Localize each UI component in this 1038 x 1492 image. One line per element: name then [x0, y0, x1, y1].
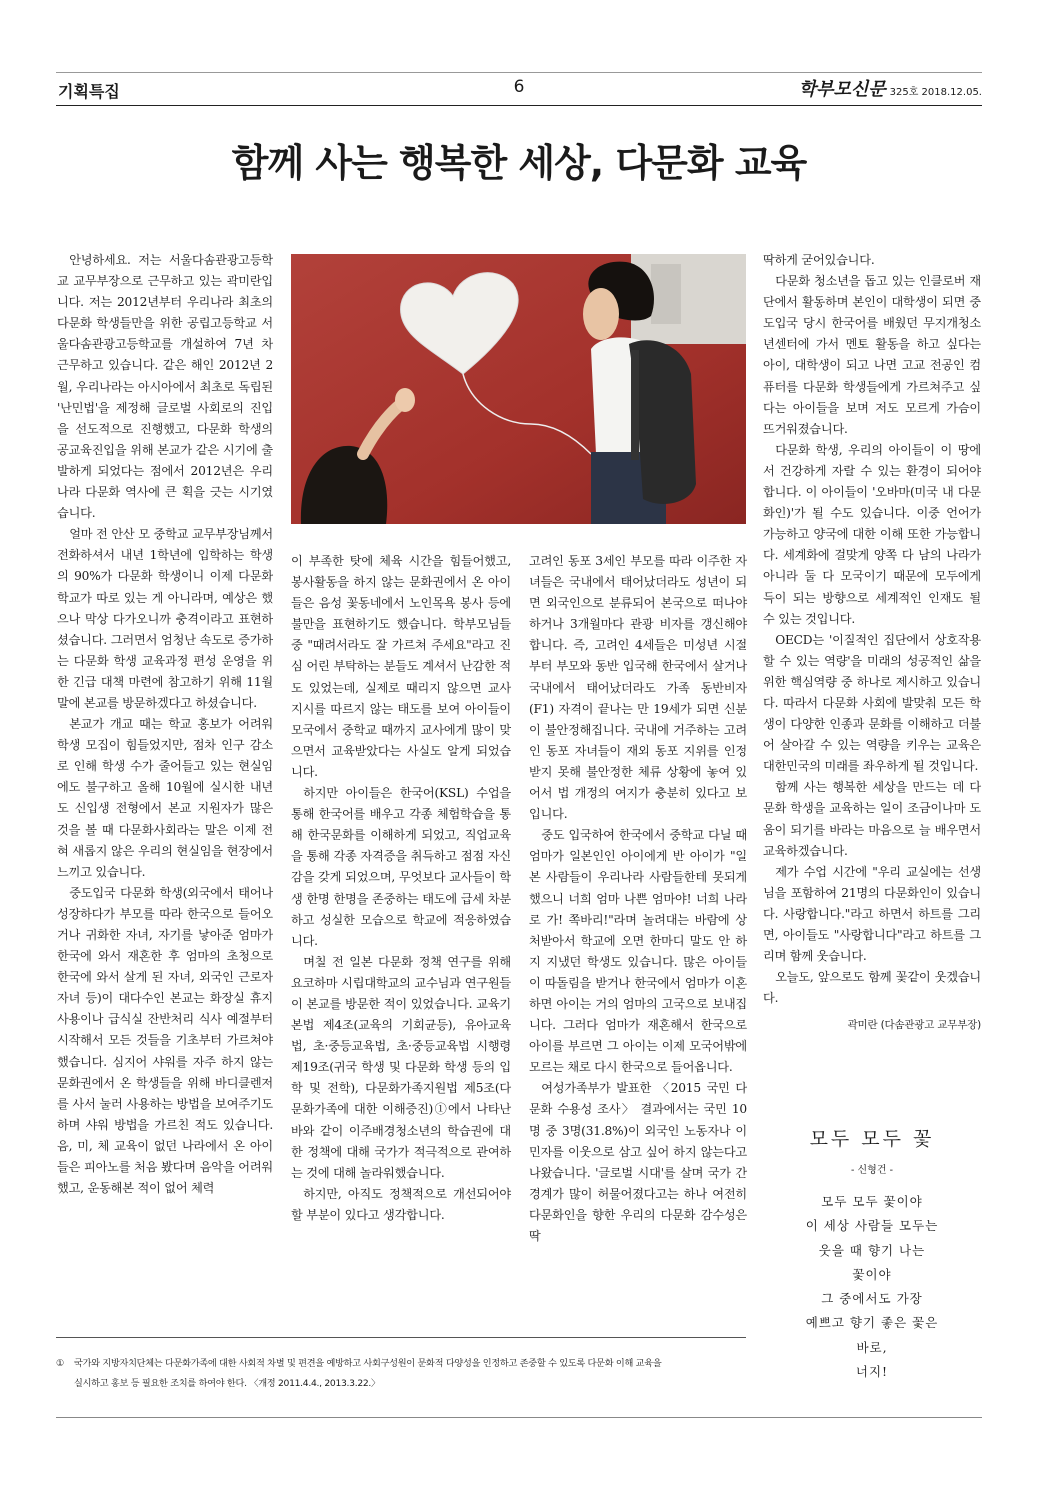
- poem-line: 이 세상 사람들 모두는: [805, 1218, 939, 1234]
- paragraph: 본교가 개교 때는 학교 홍보가 어려워 학생 모집이 힘들었지만, 점차 인구 감소로 인해 학생 수가 줄어들고 있는 현실임에도 불구하고 올해 10월에 실시한 내년도 신입생 전형에서 본교 지원자가 많은 것을 볼 때 다문화사회라는 말은 이제 전혀 새롭지 않은 우리의 현실임을 현장에서 느끼고 있습니다.: [57, 717, 273, 879]
- article-column-4: [763, 250, 981, 1036]
- issue-info: 325호 2018.12.05.: [889, 87, 982, 98]
- section-label: 기획특집: [58, 82, 120, 101]
- poem-line: 예쁘고 향기 좋은 꽃은: [805, 1315, 939, 1331]
- footnote-line-1: 국가와 지방자치단체는 다문화가족에 대한 사회적 차별 및 편견을 예방하고 사회구성원이 문화적 다양성을 인정하고 존중할 수 있도록 다문화 이해 교육을: [74, 1358, 662, 1369]
- footnote-line-2: 실시하고 홍보 등 필요한 조치를 하여야 한다. 〈개정 2011.4.4., 2013.3.22.〉: [74, 1378, 380, 1389]
- bottom-divider: [56, 1417, 982, 1418]
- paragraph: 여성가족부가 발표한 〈2015 국민 다문화 수용성 조사〉 결과에서는 국민 10명 중 3명(31.8%)이 외국인 노동자나 이민자를 이웃으로 삼고 싶어 하지 않는다고 나왔습니다. '글로벌 시대'를 살며 국가 간 경계가 많이 허물어졌다고는 하나 여전히 다문화인을 향한 우리의 다문화 감수성은 딱: [529, 1081, 747, 1243]
- publication-name: 학부모신문: [798, 79, 886, 100]
- poem-title: 모두 모두 꽃: [809, 1128, 935, 1150]
- article-photo: [291, 254, 746, 524]
- footnote-divider: [56, 1337, 746, 1338]
- paragraph: 고려인 동포 3세인 부모를 따라 이주한 자녀들은 국내에서 태어났더라도 성년이 되면 외국인으로 분류되어 본국으로 떠나야 하거나 3개월마다 관광 비자를 갱신해야 합니다. 즉, 고려인 4세들은 미성년 시절부터 부모와 동반 입국해 한국에서 살거나 국내에서 태어났더라도 가족 동반비자(F1) 자격이 끝나는 만 19세가 되면 신분이 불안정해집니다. 국내에 거주하는 고려인 동포 자녀들이 재외 동포 지위를 인정받지 못해 불안정한 체류 상황에 놓여 있어서 법 개정의 여지가 충분히 있다고 보입니다.: [529, 554, 747, 822]
- paragraph: 중도 입국하여 한국에서 중학교 다닐 때 엄마가 일본인인 아이에게 반 아이가 "일본 사람들이 우리나라 사람들한테 못되게 했으니 너희 엄마 나쁜 엄마야! 너희 나라로 가! 쪽바리!"라며 놀려대는 바람에 상처받아서 학교에 오면 한마디 말도 안 하지 지냈던 학생도 있습니다. 많은 아이들이 따돌림을 받거나 한국에서 엄마가 이혼하면 아이는 거의 엄마의 고국으로 보내집니다. 그러다 엄마가 재혼해서 한국으로 아이를 부르면 그 아이는 이제 모국어밖에 모르는 채로 다시 한국으로 들어옵니다.: [529, 828, 747, 1075]
- paragraph: 함께 사는 행복한 세상을 만드는 데 다문화 학생을 교육하는 일이 조금이나마 도움이 되기를 바라는 마음으로 늘 배우면서 교육하겠습니다.: [763, 780, 981, 858]
- poem-line: 웃을 때 향기 나는: [818, 1242, 926, 1258]
- child-hand: [395, 388, 415, 412]
- paragraph: 얼마 전 안산 모 중학교 교무부장님께서 전화하셔서 내년 1학년에 입학하는 학생의 90%가 다문화 학생이니 이제 다문화 학교가 따로 있는 게 아니라며, 예상은 했으나 막상 다가오니까 충격이라고 표현하셨습니다. 그러면서 엄청난 속도로 증가하는 다문화 학생 교육과정 편성 운영을 위한 긴급 대책 마련에 참고하기 위해 11월 말에 본교를 방문하겠다고 하셨습니다.: [57, 527, 273, 710]
- paragraph: 다문화 학생, 우리의 아이들이 이 땅에서 건강하게 자랄 수 있는 환경이 되어야 합니다. 이 아이들이 '오바마(미국 내 다문화인)'가 될 수도 있습니다. 이중 언어가 가능하고 양국에 대한 이해 또한 가능합니다. 세계화에 걸맞게 양쪽 다 남의 나라가 아니라 둘 다 모국이기 때문에 모두에게 득이 되는 방향으로 세계적인 인재도 될 수 있는 것입니다.: [763, 442, 981, 626]
- article-column-3: [529, 551, 747, 1247]
- article-column-1: [57, 250, 273, 1199]
- photo-wall-heart-girls: [291, 254, 746, 524]
- page-number: 6: [513, 77, 525, 97]
- poem-line: 너지!: [855, 1364, 889, 1380]
- footnote: [56, 1354, 756, 1394]
- paragraph: 다문화 청소년을 돕고 있는 인클로버 재단에서 활동하며 본인이 대학생이 되면 중도입국 당시 한국어를 배웠던 무지개청소년센터에 가서 멘토 활동을 하고 싶다는 아이, 대학생이 되고 나면 고교 전공인 컴퓨터를 다문화 학생들에게 가르쳐주고 싶다는 아이들을 보며 저도 모르게 가슴이 뜨거워졌습니다.: [763, 274, 981, 436]
- poem-box: [763, 1124, 981, 1384]
- paragraph: 며칠 전 일본 다문화 정책 연구를 위해 요코하마 시립대학교의 교수님과 연구원들이 본교를 방문한 적이 있었습니다. 교육기본법 제4조(교육의 기회균등), 유아교육법, 초·중등교육법, 초·중등교육법 시행령 제19조(귀국 학생 및 다문화 학생 등의 입학 및 전학), 다문화가족지원법 제5조(다문화가족에 대한 이해증진)①에서 나타난 바와 같이 이주배경청소년의 학습권에 대한 정책에 대해 국가가 적극적으로 관여하는 것에 대해 놀라워했습니다.: [291, 954, 511, 1180]
- author-signature: 곽미란 (다솜관광고 교무부장): [847, 1019, 981, 1032]
- paragraph: 제가 수업 시간에 "우리 교실에는 선생님을 포함하여 21명의 다문화인이 있습니다. 사랑합니다."라고 하면서 하트를 그리면, 아이들도 "사랑합니다"라고 하트를 그리며 함께 웃습니다.: [763, 864, 981, 964]
- paragraph: 이 부족한 탓에 체육 시간을 힘들어했고, 봉사활동을 하지 않는 문화권에서 온 아이들은 음성 꽃동네에서 노인목욕 봉사 등에 불만을 표현하기도 했습니다. 학부모님들 중 "때려서라도 잘 가르쳐 주세요"라고 진심 어린 부탁하는 분들도 계셔서 난감한 적도 있었는데, 실제로 때리지 않으면 교사 지시를 따르지 않는 태도를 보여 아이들이 모국에서 중학교 때까지 교사에게 많이 맞으면서 교육받았다는 사실도 알게 되었습니다.: [291, 554, 511, 779]
- paragraph: OECD는 '이질적인 집단에서 상호작용할 수 있는 역량'을 미래의 성공적인 삶을 위한 핵심역량 중 하나로 제시하고 있습니다. 따라서 다문화 사회에 발맞춰 모든 학생이 다양한 인종과 문화를 이해하고 더불어 살아갈 수 있는 역량을 키우는 교육은 대한민국의 미래를 좌우하게 될 것입니다.: [763, 632, 981, 774]
- paragraph: 중도입국 다문화 학생(외국에서 태어나 성장하다가 부모를 따라 한국으로 들어오거나 귀화한 자녀, 자기를 낳아준 엄마가 한국에 와서 재혼한 후 엄마의 초청으로 한국에 와서 살게 된 자녀, 외국인 근로자 자녀 등)이 대다수인 본교는 화장실 휴지 사용이나 급식실 잔반처리 식사 예절부터 시작해서 모든 것들을 기초부터 가르쳐야 했습니다. 심지어 샤워를 자주 하지 않는 문화권에서 온 학생들을 위해 바디클렌저를 사서 눌러 사용하는 방법을 보여주기도 하며 샤워 방법을 가르친 적도 있습니다. 음, 미, 체 교육이 없던 나라에서 온 아이들은 피아노를 처음 봤다며 음악을 어려워했고, 운동해본 적이 없어 체력: [57, 885, 273, 1196]
- poem-line: 그 중에서도 가장: [821, 1291, 923, 1307]
- girl-face: [583, 288, 619, 340]
- paragraph: 하지만 아이들은 한국어(KSL) 수업을 통해 한국어를 배우고 각종 체험학습을 통해 한국문화를 이해하게 되었고, 직업교육을 통해 각종 자격증을 취득하고 점점 자신감을 갖게 되었으며, 무엇보다 교사들이 학생 한명 한명을 존중하는 태도에 급세 차분하고 성실한 모습으로 학교에 적응하였습니다.: [291, 786, 511, 948]
- paragraph: 오늘도, 앞으로도 함께 꽃같이 웃겠습니다.: [763, 970, 981, 1006]
- poem-lines: [763, 1190, 981, 1384]
- article-column-2: [291, 551, 511, 1226]
- paragraph: 딱하게 굳어있습니다.: [763, 253, 875, 267]
- paragraph: 하지만, 아직도 정책적으로 개선되어야 할 부분이 있다고 생각합니다.: [291, 1186, 511, 1222]
- paragraph: 안녕하세요. 저는 서울다솜관광고등학교 교무부장으로 근무하고 있는 곽미란입니다. 저는 2012년부터 우리나라 최초의 다문화 학생들만을 위한 공립고등학교 서울다솜관광고등학교를 개설하여 7년 차 근무하고 있습니다. 같은 해인 2012년 2월, 우리나라는 아시아에서 최초로 독립된 '난민법'을 제정해 글로벌 사회로의 진입을 선도적으로 진행했고, 다문화 학생의 공교육진입을 위해 본교가 같은 시기에 출발하게 되었다는 점에서 2012년은 우리나라 다문화 역사에 큰 획을 긋는 시기였습니다.: [57, 253, 273, 521]
- footnote-marker: ①: [56, 1358, 64, 1369]
- poem-line: 모두 모두 꽃이야: [821, 1194, 923, 1209]
- page-header: [56, 72, 982, 106]
- article-title: 함께 사는 행복한 세상, 다문화 교육: [231, 141, 807, 185]
- poem-line: 꽃이야: [852, 1266, 892, 1282]
- publication-masthead: [799, 75, 982, 101]
- poem-line: 바로,: [856, 1339, 888, 1355]
- poem-author: - 신형건 -: [850, 1165, 894, 1176]
